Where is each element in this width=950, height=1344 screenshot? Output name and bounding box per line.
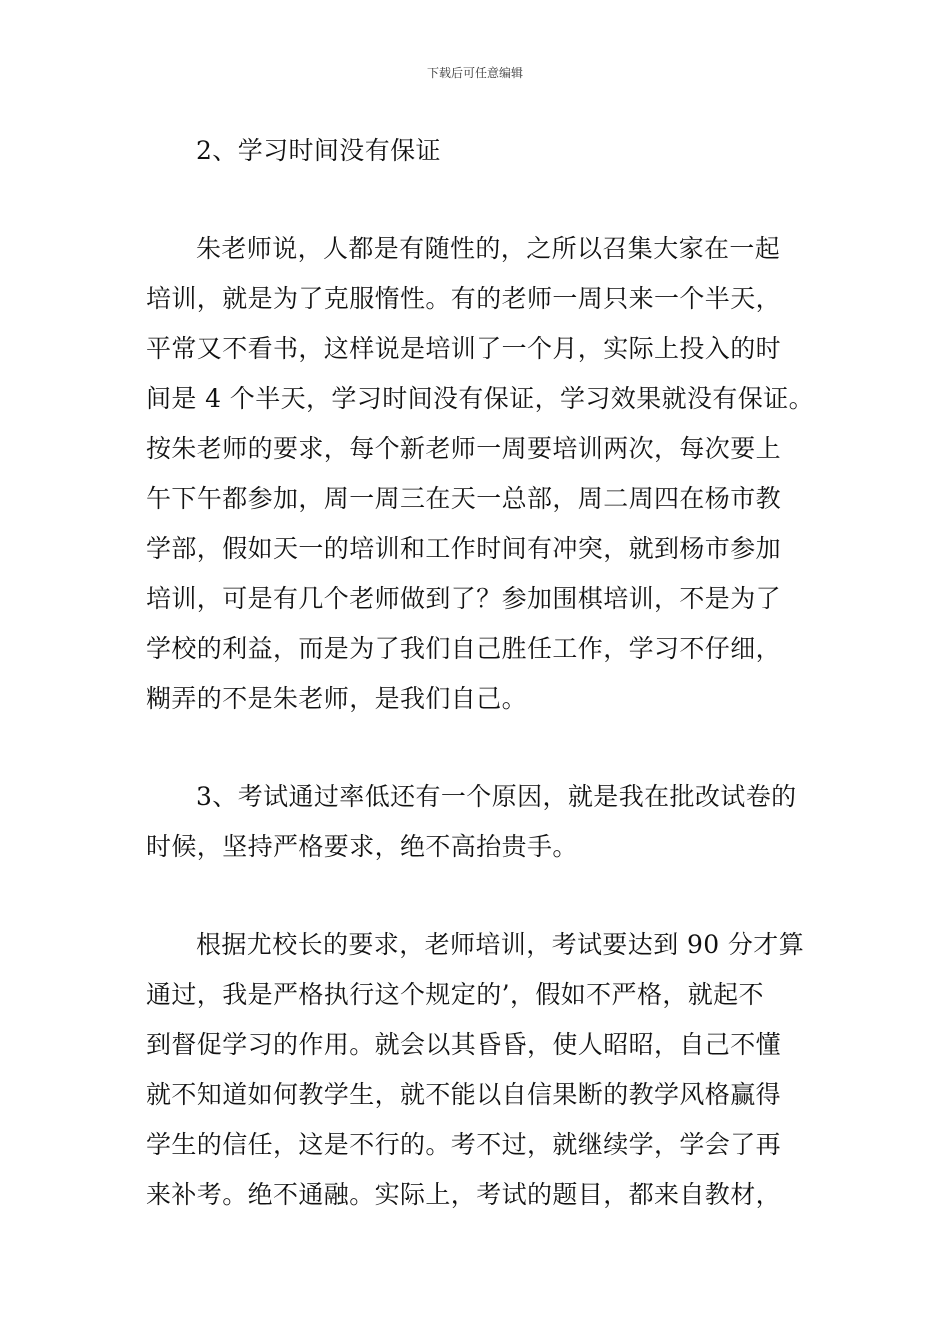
paragraph-line: 间是 4 个半天，学习时间没有保证，学习效果就没有保证。	[146, 384, 815, 413]
paragraph-line: 3、考试通过率低还有一个原因，就是我在批改试卷的	[196, 782, 797, 811]
paragraph-line: 通过，我是严格执行这个规定的’，假如不严格，就起不	[146, 980, 764, 1009]
page-header: 下载后可任意编辑	[426, 66, 523, 80]
paragraph-line: 糊弄的不是朱老师，是我们自己。	[146, 684, 528, 713]
paragraph-line: 培训，就是为了克服惰性。有的老师一周只来一个半天，	[146, 284, 782, 313]
paragraph-line: 根据尤校长的要求，老师培训，考试要达到 90 分才算	[196, 930, 805, 959]
paragraph-line: 就不知道如何教学生，就不能以自信果断的教学风格赢得	[146, 1080, 782, 1109]
section-heading-2: 2、学习时间没有保证	[196, 136, 441, 165]
paragraph-line: 到督促学习的作用。就会以其昏昏，使人昭昭，自己不懂	[146, 1030, 782, 1059]
paragraph-line: 平常又不看书，这样说是培训了一个月，实际上投入的时	[146, 334, 782, 363]
paragraph-line: 按朱老师的要求，每个新老师一周要培训两次，每次要上	[146, 434, 782, 463]
paragraph-line: 时候，坚持严格要求，绝不高抬贵手。	[146, 832, 578, 861]
paragraph-line: 午下午都参加，周一周三在天一总部，周二周四在杨市教	[146, 484, 782, 513]
paragraph-line: 学校的利益，而是为了我们自己胜任工作，学习不仔细，	[146, 634, 782, 663]
paragraph-line: 学部，假如天一的培训和工作时间有冲突，就到杨市参加	[146, 534, 782, 563]
paragraph-line: 学生的信任，这是不行的。考不过，就继续学，学会了再	[146, 1130, 782, 1159]
paragraph-line: 朱老师说，人都是有随性的，之所以召集大家在一起	[196, 234, 781, 263]
paragraph-line: 培训，可是有几个老师做到了？参加围棋培训，不是为了	[146, 584, 782, 613]
paragraph-line: 来补考。绝不通融。实际上，考试的题目，都来自教材，	[146, 1180, 782, 1209]
